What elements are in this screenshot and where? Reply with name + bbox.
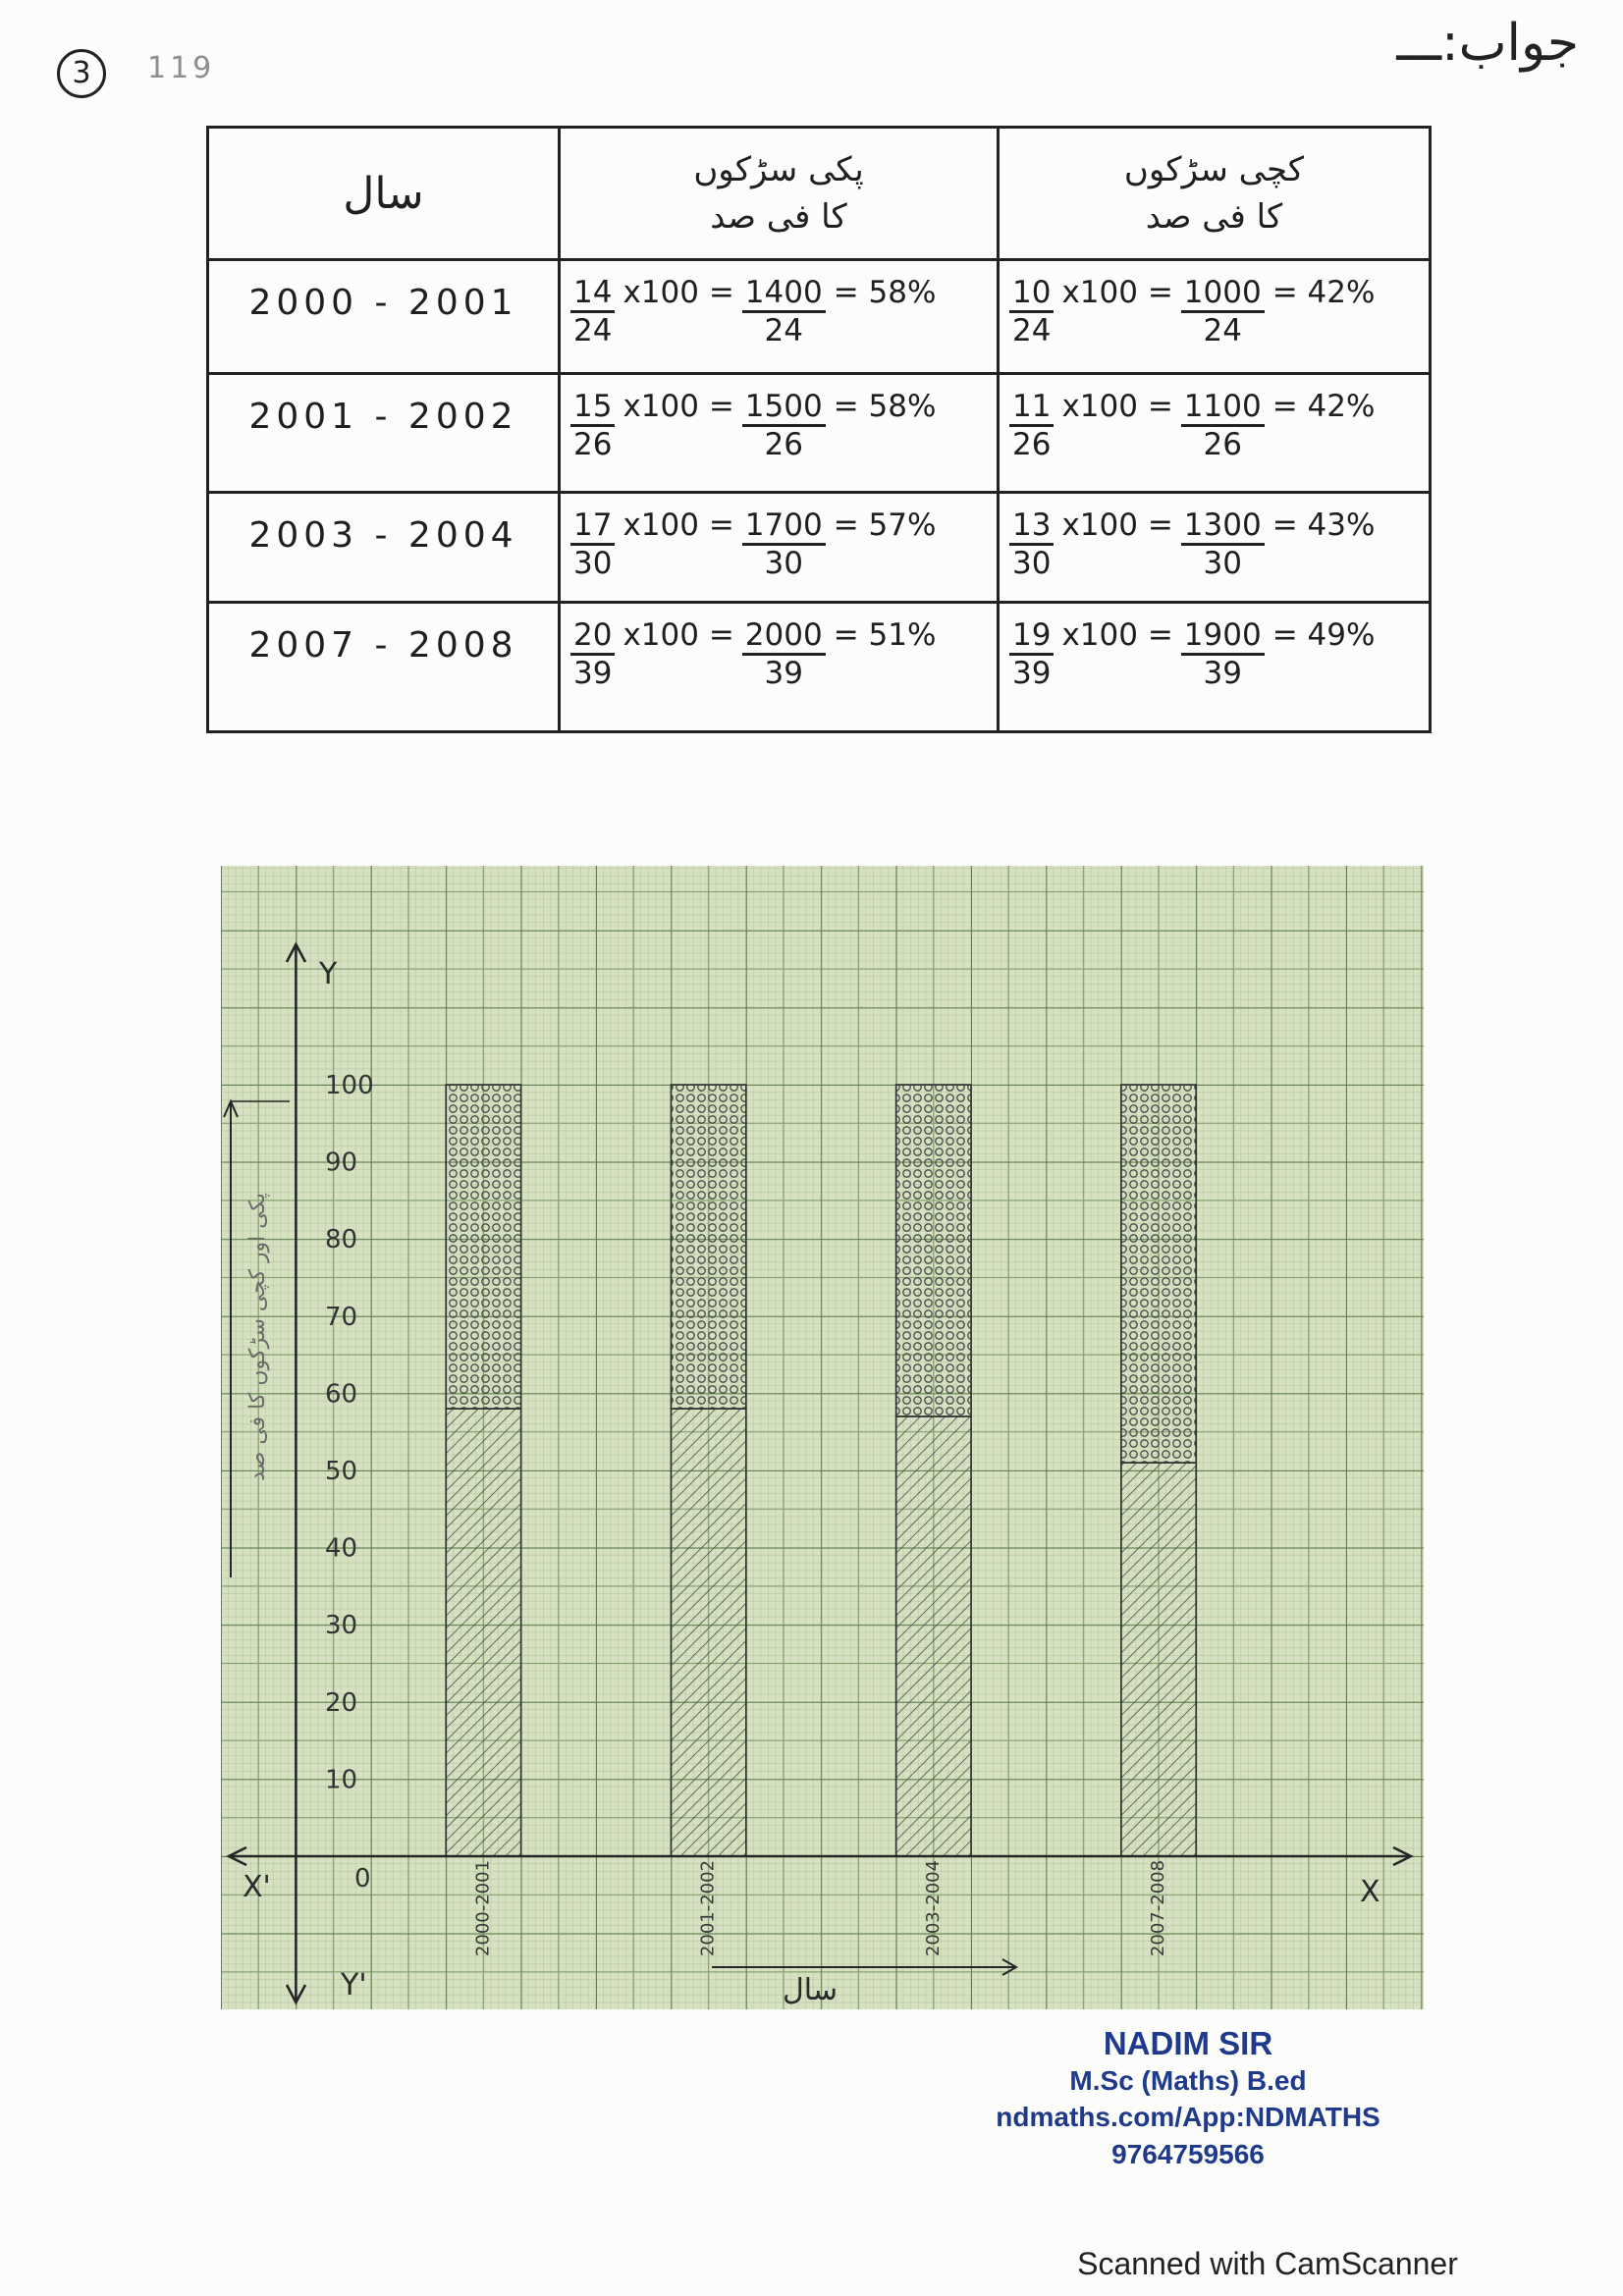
table-row [208, 260, 1431, 374]
y-tick-label: 90 [325, 1148, 358, 1178]
answer-heading: جواب:ـــ [1396, 14, 1579, 73]
fraction [742, 507, 826, 581]
numerator: 2000 [742, 617, 826, 656]
paved-calculation [570, 617, 993, 691]
paved-percent-cell [560, 374, 999, 493]
y-tick-label: 60 [325, 1379, 358, 1410]
y-tick-label: 10 [325, 1765, 358, 1795]
numerator: 17 [570, 507, 615, 546]
stamp-name: NADIM SIR [1103, 2025, 1273, 2061]
year-cell [208, 374, 560, 493]
denominator: 26 [1012, 427, 1052, 462]
denominator: 24 [764, 313, 803, 348]
page-number: 119 [147, 51, 216, 85]
x-negative-axis-letter: X' [243, 1870, 271, 1904]
question-number-circle [57, 49, 106, 98]
stamp-degree: M.Sc (Maths) B.ed [1069, 2064, 1307, 2096]
bar-segment-circles [446, 1085, 520, 1409]
year-header-text: سال [343, 168, 424, 219]
unpaved-header-line1: کچی سڑکوں [1123, 150, 1305, 189]
denominator: 24 [1203, 313, 1242, 348]
y-tick-label: 80 [325, 1225, 358, 1255]
denominator: 26 [573, 427, 613, 462]
bar-segment-circles [671, 1085, 745, 1409]
numerator: 14 [570, 275, 615, 313]
bar-chart-graph-paper [221, 866, 1424, 2009]
denominator: 39 [764, 656, 803, 691]
fraction [570, 275, 615, 348]
numerator: 1000 [1181, 275, 1265, 313]
bar-stack [446, 1085, 520, 1856]
multiply-by-100-text: x100 = [622, 389, 734, 424]
numerator: 20 [570, 617, 615, 656]
unpaved-calculation [1009, 275, 1425, 348]
denominator: 26 [1203, 427, 1242, 462]
unpaved-percent-cell [999, 260, 1431, 374]
unpaved-percent-cell [999, 374, 1431, 493]
y-tick-label: 0 [354, 1864, 371, 1894]
paved-header-line2: کا فی صد [710, 197, 847, 237]
unpaved-calculation [1009, 507, 1425, 581]
paved-header-line1: پکی سڑکوں [693, 150, 864, 189]
fraction [570, 389, 615, 462]
percent-result: = 49% [1271, 617, 1376, 653]
percent-result: = 43% [1271, 507, 1376, 543]
paved-percent-cell [560, 260, 999, 374]
fraction [1009, 507, 1054, 581]
teacher-stamp [962, 2025, 1414, 2172]
x-axis-letter: X [1360, 1875, 1380, 1909]
percent-result: = 42% [1271, 389, 1376, 424]
year-text: 2003 - 2004 [248, 515, 518, 556]
fraction [1181, 507, 1265, 581]
question-number: 3 [72, 56, 91, 90]
fraction [742, 389, 826, 462]
x-tick-label: 2003-2004 [922, 1859, 944, 1957]
multiply-by-100-text: x100 = [1061, 507, 1173, 543]
table-header-row [208, 128, 1431, 260]
y-tick-label: 70 [325, 1302, 358, 1332]
denominator: 30 [1012, 546, 1052, 581]
denominator: 30 [573, 546, 613, 581]
fraction [570, 507, 615, 581]
numerator: 15 [570, 389, 615, 427]
y-tick-label: 50 [325, 1457, 358, 1486]
numerator: 10 [1009, 275, 1054, 313]
numerator: 13 [1009, 507, 1054, 546]
y-tick-label: 100 [325, 1071, 374, 1100]
denominator: 39 [1012, 656, 1052, 691]
percent-result: = 51% [833, 617, 937, 653]
table-row [208, 603, 1431, 732]
paved-percent-cell [560, 603, 999, 732]
bar-stack [1121, 1085, 1196, 1856]
x-tick-label: 2000-2001 [472, 1859, 494, 1957]
bar-segment-hatched [671, 1409, 745, 1856]
denominator: 24 [1012, 313, 1052, 348]
table-body [208, 260, 1431, 732]
percent-result: = 42% [1271, 275, 1376, 310]
y-negative-axis-letter: Y' [341, 1968, 367, 2002]
multiply-by-100-text: x100 = [1061, 389, 1173, 424]
numerator: 1300 [1181, 507, 1265, 546]
fraction [742, 617, 826, 691]
denominator: 30 [1203, 546, 1242, 581]
multiply-by-100-text: x100 = [1061, 617, 1173, 653]
paved-percent-cell [560, 493, 999, 603]
table-row [208, 493, 1431, 603]
bar-segment-hatched [446, 1409, 520, 1856]
fraction [570, 617, 615, 691]
unpaved-roads-column-header [999, 128, 1431, 260]
unpaved-calculation [1009, 617, 1425, 691]
x-axis-title: سال [782, 1973, 839, 2007]
x-tick-label: 2001-2002 [697, 1859, 719, 1957]
stamp-phone: 9764759566 [1111, 2138, 1265, 2169]
y-tick-label: 20 [325, 1687, 358, 1718]
multiply-by-100-text: x100 = [622, 275, 734, 310]
year-text: 2001 - 2002 [248, 397, 518, 437]
fraction [1009, 389, 1054, 462]
bar-stack [671, 1085, 745, 1856]
numerator: 1100 [1181, 389, 1265, 427]
unpaved-percent-cell [999, 603, 1431, 732]
graph-paper-grid [221, 866, 1424, 2009]
year-column-header [208, 128, 560, 260]
year-cell [208, 260, 560, 374]
year-cell [208, 603, 560, 732]
unpaved-percent-cell [999, 493, 1431, 603]
numerator: 19 [1009, 617, 1054, 656]
bar-segment-hatched [896, 1416, 971, 1856]
y-axis-title: پکی اور کچی سڑکوں کا فی صد [245, 1193, 270, 1481]
bar-segment-circles [896, 1085, 971, 1416]
bar-stack [896, 1085, 971, 1856]
paved-calculation [570, 275, 993, 348]
numerator: 1500 [742, 389, 826, 427]
scanner-watermark: Scanned with CamScanner [1077, 2246, 1458, 2281]
denominator: 39 [1203, 656, 1242, 691]
paved-roads-column-header [560, 128, 999, 260]
fraction [1009, 617, 1054, 691]
denominator: 26 [764, 427, 803, 462]
percentage-table [206, 126, 1432, 733]
y-axis-letter: Y [319, 957, 338, 991]
paved-calculation [570, 507, 993, 581]
multiply-by-100-text: x100 = [622, 617, 734, 653]
bar-chart [221, 866, 1424, 2009]
numerator: 11 [1009, 389, 1054, 427]
fraction [1181, 389, 1265, 462]
bar-segment-circles [1121, 1085, 1196, 1463]
denominator: 39 [573, 656, 613, 691]
paved-calculation [570, 389, 993, 462]
multiply-by-100-text: x100 = [1061, 275, 1173, 310]
percent-result: = 58% [833, 275, 937, 310]
year-text: 2007 - 2008 [248, 625, 518, 666]
numerator: 1400 [742, 275, 826, 313]
year-text: 2000 - 2001 [248, 283, 518, 323]
denominator: 24 [573, 313, 613, 348]
bar-segment-hatched [1121, 1463, 1196, 1856]
percent-result: = 57% [833, 507, 937, 543]
table-row [208, 374, 1431, 493]
stamp-website: ndmaths.com/App:NDMATHS [996, 2102, 1380, 2132]
y-tick-label: 40 [325, 1533, 358, 1564]
y-tick-label: 30 [325, 1611, 358, 1641]
unpaved-calculation [1009, 389, 1425, 462]
fraction [1181, 275, 1265, 348]
numerator: 1700 [742, 507, 826, 546]
percent-result: = 58% [833, 389, 937, 424]
year-cell [208, 493, 560, 603]
fraction [742, 275, 826, 348]
fraction [1181, 617, 1265, 691]
numerator: 1900 [1181, 617, 1265, 656]
denominator: 30 [764, 546, 803, 581]
unpaved-header-line2: کا فی صد [1145, 197, 1283, 237]
x-tick-label: 2007-2008 [1148, 1859, 1168, 1957]
multiply-by-100-text: x100 = [622, 507, 734, 543]
fraction [1009, 275, 1054, 348]
